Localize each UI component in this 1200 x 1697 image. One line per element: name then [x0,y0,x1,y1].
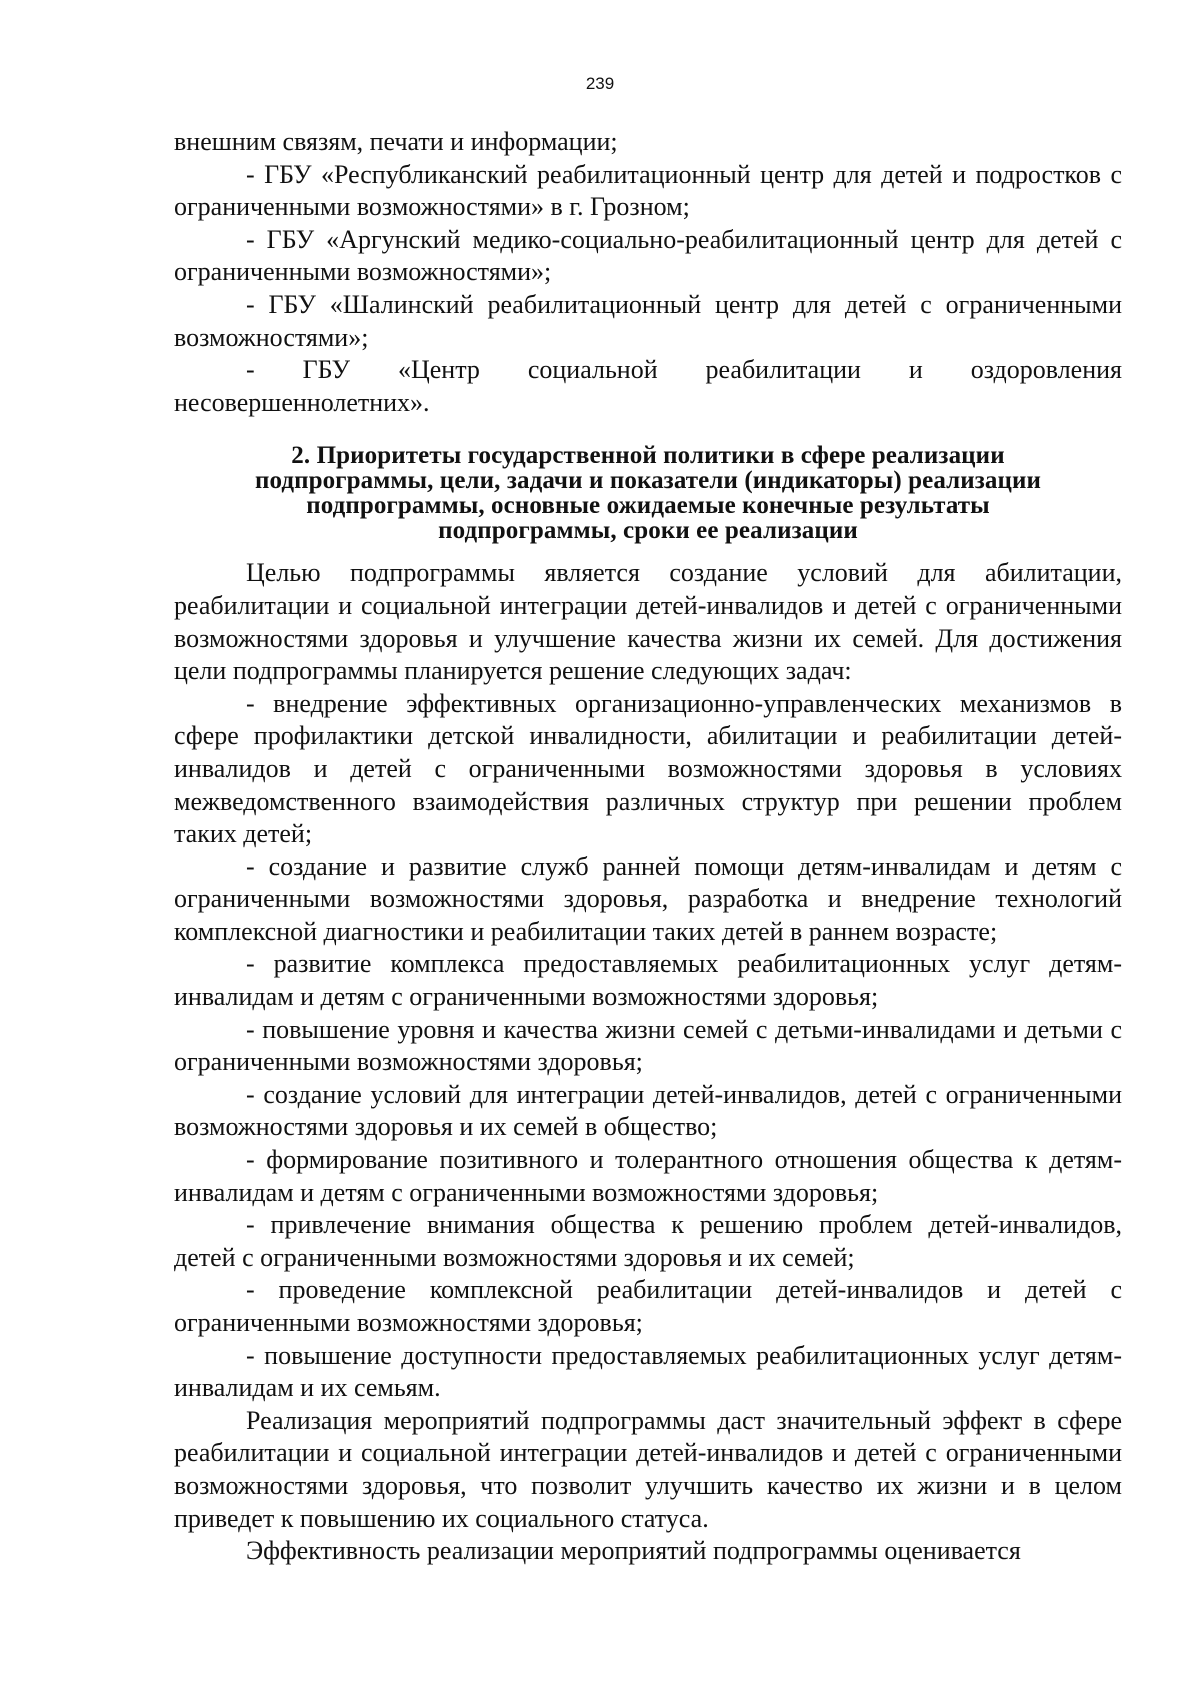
body-section [174,557,1122,1567]
page-content [174,126,1122,1568]
section-heading-line: 2. Приоритеты государственной политики в сфере реализации [291,442,1005,470]
section-heading [174,443,1122,543]
list-item-institution: - ГБУ «Республиканский реабилитационный центр для детей и подростков с ограниченными возможностями» в г. Грозном; [174,159,1122,222]
list-item-task: - повышение уровня и качества жизни семей с детьми-инвалидами и детьми с ограниченными возможностями здоровья; [174,1014,1122,1077]
paragraph-goal: Целью подпрограммы является создание условий для абилитации, реабилитации и социальной интеграции детей-инвалидов и детей с ограниченными возможностями здоровья и улучшение качества жизни их семей. Для достижения цели подпрограммы планируется решение следующих задач: [174,558,1122,686]
list-item-task: - повышение доступности предоставляемых реабилитационных услуг детям-инвалидам и их семьям. [174,1340,1122,1403]
list-item-task: - создание и развитие служб ранней помощи детям-инвалидам и детям с ограниченными возможностями здоровья, разработка и внедрение технологий комплексной диагностики и реабилитации таких детей в раннем возрасте; [174,851,1122,946]
list-item-institution: - ГБУ «Центр социальной реабилитации и оздоровления несовершеннолетних». [174,355,1122,417]
list-item-task: - развитие комплекса предоставляемых реабилитационных услуг детям-инвалидам и детям с ограниченными возможностями здоровья; [174,949,1122,1012]
list-item-task: - формирование позитивного и толерантного отношения общества к детям-инвалидам и детям с ограниченными возможностями здоровья; [174,1145,1122,1207]
section-heading-line: подпрограммы, сроки ее реализации [438,517,858,545]
paragraph-efficiency: Эффективность реализации мероприятий подпрограммы оценивается [246,1536,1021,1566]
paragraph-effect: Реализация мероприятий подпрограммы даст значительный эффект в сфере реабилитации и социальной интеграции детей-инвалидов и детей с ограниченными возможностями здоровья, что позволит улучшить качество их жизни и в целом приведет к повышению их социального статуса. [174,1405,1122,1533]
list-item-task: - создание условий для интеграции детей-инвалидов, детей с ограниченными возможностями здоровья и их семей в общество; [174,1079,1122,1142]
page-number: 239 [585,74,615,93]
paragraph-continuation: внешним связям, печати и информации; [174,127,618,156]
section-heading-line: подпрограммы, основные ожидаемые конечные результаты [306,492,990,520]
list-item-task: - привлечение внимания общества к решению проблем детей-инвалидов, детей с ограниченными возможностями здоровья и их семей; [174,1210,1122,1272]
list-item-task: - проведение комплексной реабилитации детей-инвалидов и детей с ограниченными возможностями здоровья; [174,1275,1122,1337]
list-item-institution: - ГБУ «Шалинский реабилитационный центр для детей с ограниченными возможностями»; [174,289,1122,352]
list-item-task: - внедрение эффективных организационно-управленческих механизмов в сфере профилактики детской инвалидности, абилитации и реабилитации детей-инвалидов и детей с ограниченными возможностями здоровья в условиях межведомственного взаимодействия различных структур при решении проблем таких детей; [174,688,1122,849]
list-item-institution: - ГБУ «Аргунский медико-социально-реабилитационный центр для детей с ограниченными возможностями»; [174,224,1122,287]
section-heading-line: подпрограммы, цели, задачи и показатели (индикаторы) реализации [254,467,1042,495]
intro-section [174,126,1122,419]
